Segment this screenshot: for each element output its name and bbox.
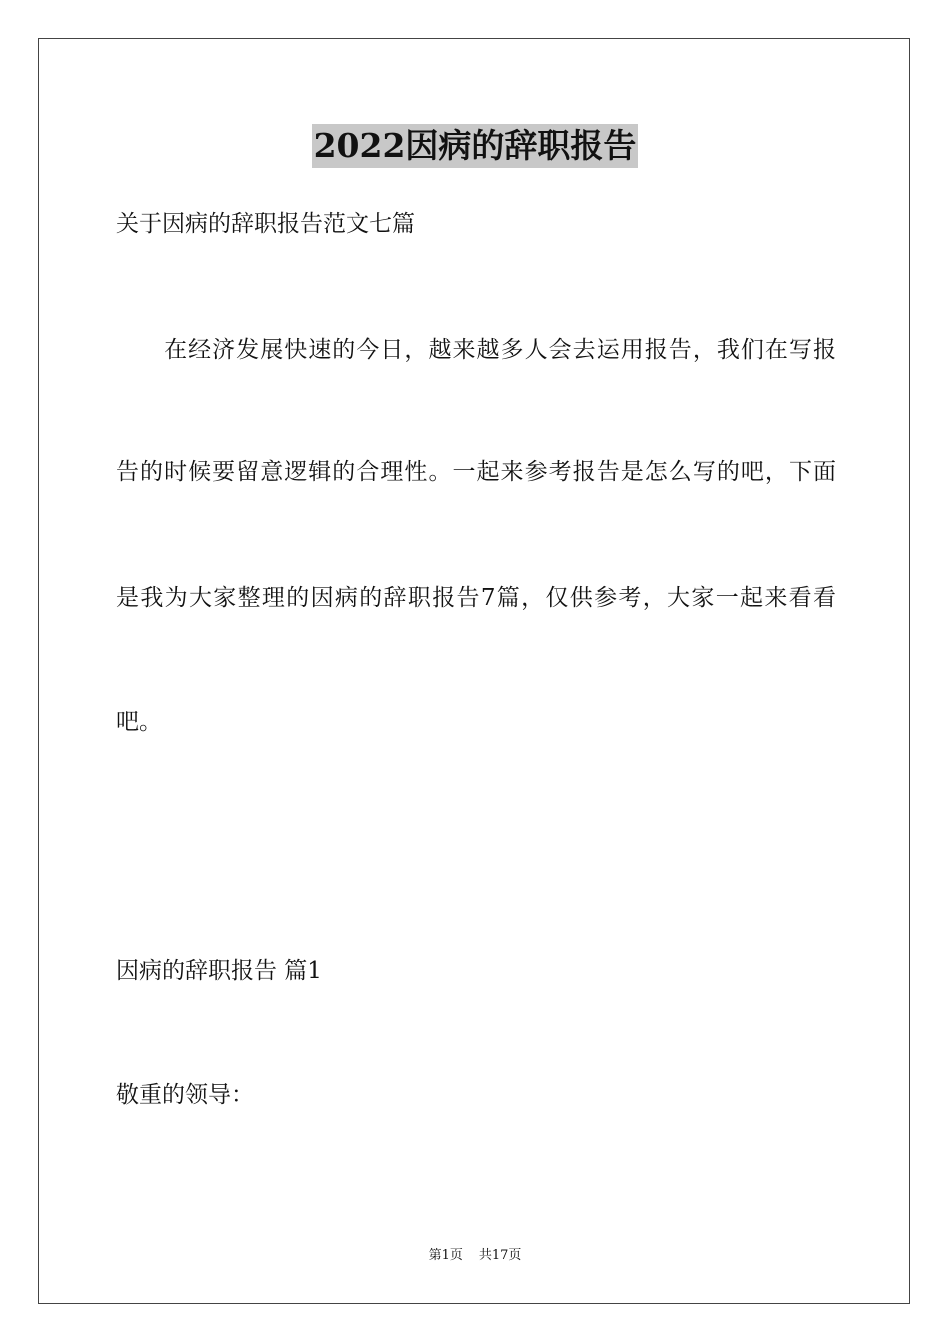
intro-line-2: 告的时候要留意逻辑的合理性。一起来参考报告是怎么写的吧，下面 — [116, 459, 836, 485]
document-subtitle: 关于因病的辞职报告范文七篇 — [116, 211, 415, 237]
title-container — [0, 124, 950, 168]
intro-line-3: 是我为大家整理的因病的辞职报告7篇，仅供参考，大家一起来看看 — [116, 585, 836, 611]
page-footer — [0, 1247, 950, 1265]
section-heading: 因病的辞职报告 篇1 — [116, 958, 322, 984]
intro-line-4: 吧。 — [116, 709, 162, 735]
page-number-current: 第1页 — [428, 1248, 463, 1263]
intro-line-1: 在经济发展快速的今日，越来越多人会去运用报告，我们在写报 — [116, 337, 836, 363]
page-number-total: 共17页 — [478, 1248, 522, 1263]
document-title: 2022因病的辞职报告 — [312, 124, 639, 168]
salutation: 敬重的领导： — [116, 1082, 254, 1108]
